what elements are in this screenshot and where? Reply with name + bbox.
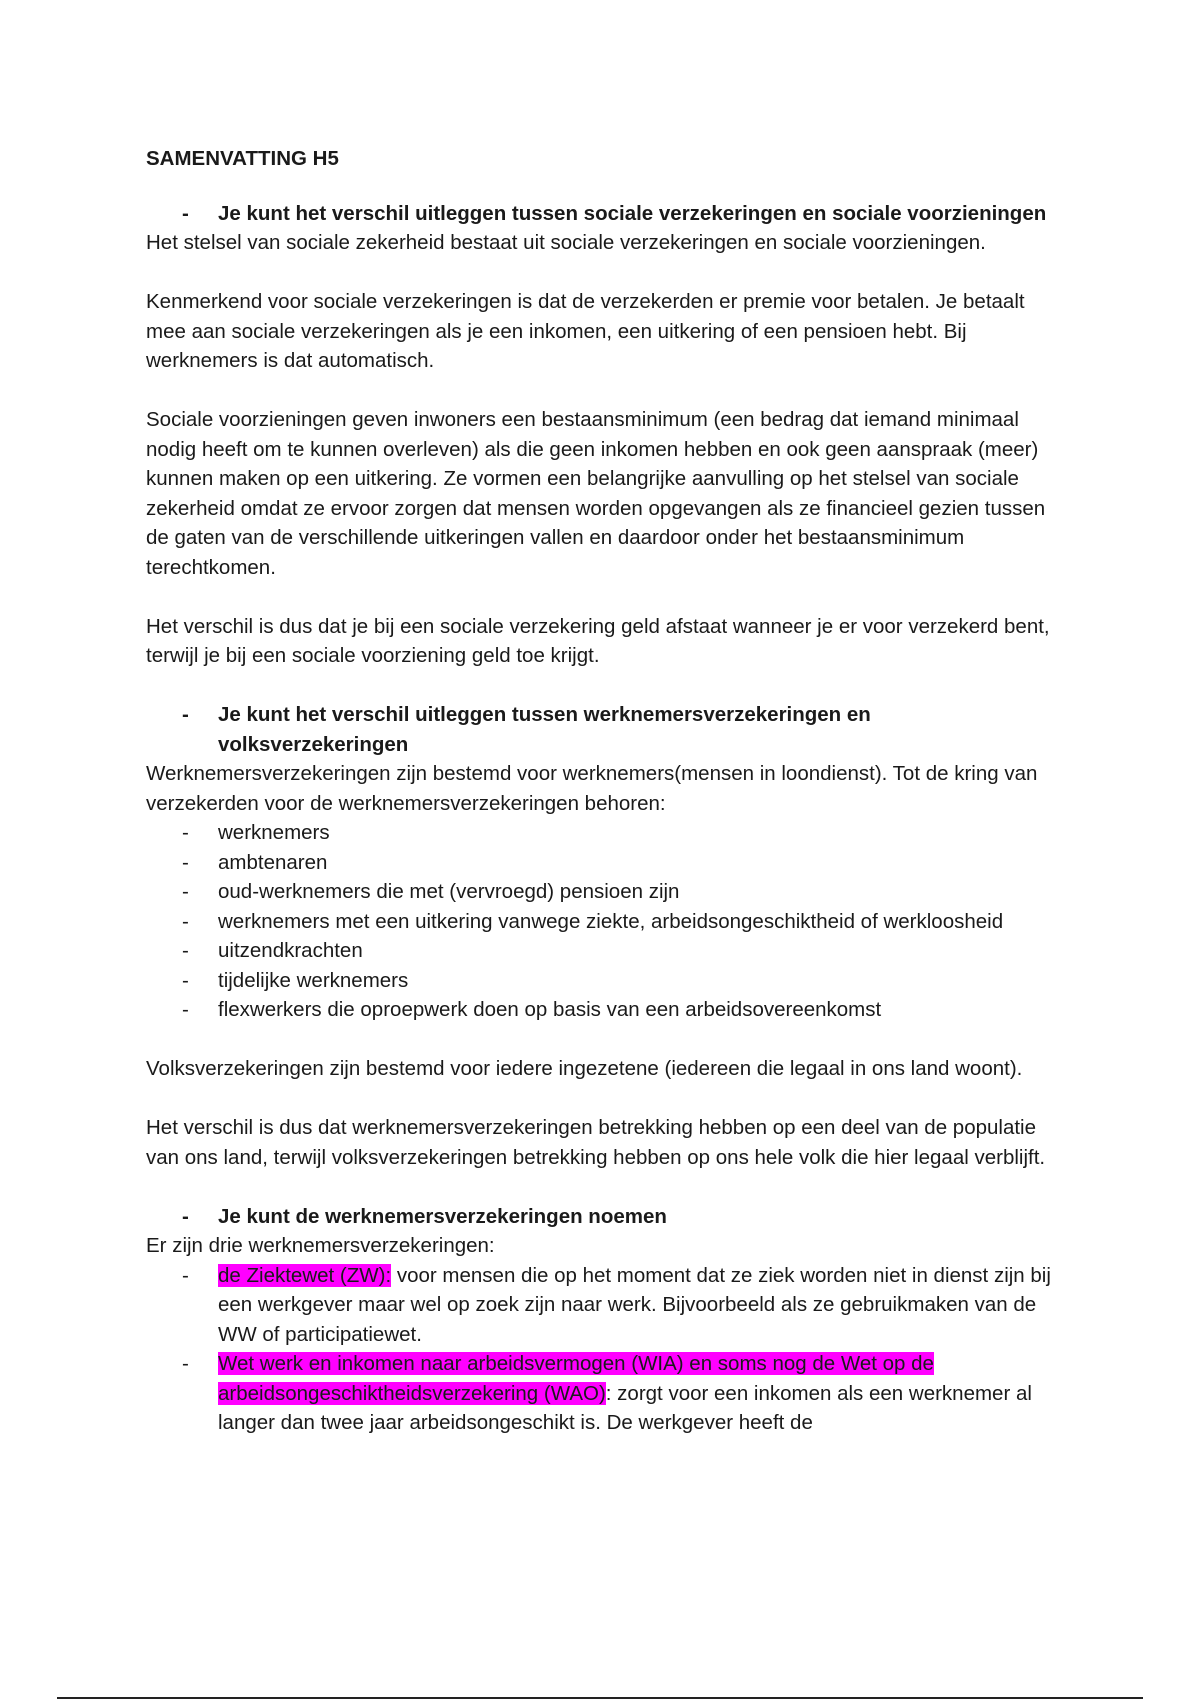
- paragraph: Volksverzekeringen zijn bestemd voor iedere ingezetene (iedereen die legaal in ons land woont).: [146, 1057, 1023, 1080]
- bullet-dash: -: [182, 703, 189, 726]
- paragraph: Het verschil is dus dat je bij een sociale verzekering geld afstaat wanneer je er voor verzekerd bent, terwijl je bij een sociale voorziening geld toe krijgt.: [146, 614, 1050, 667]
- page-bottom-rule: [57, 1697, 1143, 1699]
- list-item: - de Ziektewet (ZW): voor mensen die op het moment dat ze ziek worden niet in dienst zijn bij een werkgever maar wel op zoek zijn naar werk. Bijvoorbeeld als ze gebruikmaken van de WW of participatiewet.: [146, 1261, 1066, 1350]
- paragraph: Het verschil is dus dat werknemersverzekeringen betrekking hebben op een deel van de populatie van ons land, terwijl volksverzekeringen betrekking hebben op ons hele volk die hier legaal verblijft.: [146, 1116, 1046, 1169]
- bullet-dash: -: [182, 968, 189, 992]
- paragraph: Kenmerkend voor sociale verzekeringen is dat de verzekerden er premie voor betalen. Je betaalt mee aan sociale verzekeringen als je een inkomen, een uitkering of een pensioen hebt. Bij werknemers is dat automatisch.: [146, 290, 1025, 372]
- section-heading-2: [146, 700, 1066, 759]
- paragraph: Er zijn drie werknemersverzekeringen:: [146, 1234, 495, 1257]
- bullet-dash: -: [182, 850, 189, 874]
- bullet-dash: -: [182, 909, 189, 933]
- insurance-list: [146, 1261, 1066, 1438]
- paragraph: Sociale voorzieningen geven inwoners een bestaansminimum (een bedrag dat iemand minimaal nodig heeft om te kunnen overleven) als die geen inkomen hebben en ook geen aanspraak (meer) kunnen maken op een uitkering. Ze vormen een belangrijke aanvulling op het stelsel van sociale zekerheid omdat ze ervoor zorgen dat mensen worden opgevangen als ze financieel gezien tussen de gaten van de verschillende uitkeringen vallen en daardoor onder het bestaansminimum terechtkomen.: [146, 408, 1046, 579]
- list-item: - Wet werk en inkomen naar arbeidsvermogen (WIA) en soms nog de Wet op de arbeidsongeschiktheidsverzekering (WAO): zorgt voor een inkomen als een werknemer al langer dan twee jaar arbeidsongeschikt is. De werkgever heeft de: [146, 1349, 1066, 1438]
- section-heading-1: [146, 199, 1066, 229]
- paragraph: Het stelsel van sociale zekerheid bestaat uit sociale verzekeringen en sociale voorzieningen.: [146, 231, 986, 254]
- list-item: - oud-werknemers die met (vervroegd) pensioen zijn: [146, 877, 1066, 907]
- highlighted-term: Wet werk en inkomen naar arbeidsvermogen (WIA) en soms nog de Wet op de arbeidsongeschiktheidsverzekering (WAO): [218, 1352, 934, 1405]
- bullet-dash: -: [182, 998, 189, 1021]
- bullet-dash: -: [182, 1263, 189, 1287]
- paragraph: Werknemersverzekeringen zijn bestemd voor werknemers(mensen in loondienst). Tot de kring van verzekerden voor de werknemersverzekeringen behoren:: [146, 762, 1038, 815]
- list-item: - tijdelijke werknemers: [146, 966, 1066, 996]
- bullet-dash: -: [182, 939, 189, 962]
- section-heading-3: [146, 1202, 1066, 1232]
- list-item: - uitzendkrachten: [146, 936, 1066, 966]
- bullet-dash: -: [182, 880, 189, 903]
- list-item: - ambtenaren: [146, 848, 1066, 878]
- list-item: - werknemers met een uitkering vanwege ziekte, arbeidsongeschiktheid of werkloosheid: [146, 907, 1066, 937]
- document-title: SAMENVATTING H5: [146, 147, 339, 170]
- bullet-dash: -: [182, 821, 189, 844]
- document-page: [146, 144, 1066, 1438]
- list-item: - werknemers: [146, 818, 1066, 848]
- section-heading-2-text: Je kunt het verschil uitleggen tussen werknemersverzekeringen en volksverzekeringen: [218, 703, 871, 756]
- bullet-dash: -: [182, 201, 189, 225]
- list-item: - flexwerkers die oproepwerk doen op basis van een arbeidsovereenkomst: [146, 995, 1066, 1025]
- section-heading-3-text: Je kunt de werknemersverzekeringen noemen: [218, 1204, 667, 1228]
- bullet-dash: -: [182, 1352, 189, 1375]
- insured-group-list: [146, 818, 1066, 1025]
- bullet-dash: -: [182, 1204, 189, 1228]
- section-heading-1-text: Je kunt het verschil uitleggen tussen sociale verzekeringen en sociale voorzieningen: [218, 201, 1047, 225]
- highlighted-term: de Ziektewet (ZW):: [218, 1263, 392, 1287]
